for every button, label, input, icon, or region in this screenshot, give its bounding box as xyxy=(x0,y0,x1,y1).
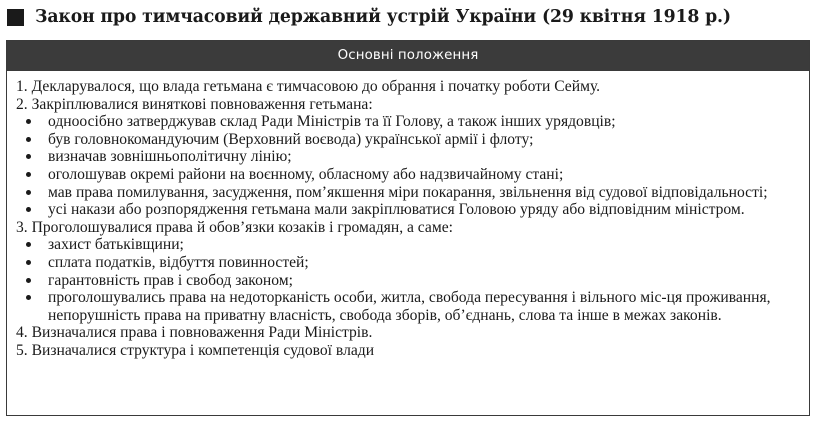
bullet-text: проголошувались права на недоторканість особи, житла, свобода пересування і вільного міс-ця проживання, непорушність права на приватну власність, свобода зборів, об’єднань, слова та інше в межах законів. xyxy=(48,289,771,324)
list-item xyxy=(16,219,801,237)
bullet-dot-icon xyxy=(26,154,31,159)
bullet-item xyxy=(16,113,801,131)
bullet-item xyxy=(16,166,801,184)
item-number: 1. xyxy=(16,78,28,95)
bullet-text: гарантовність прав і свобод законом; xyxy=(48,271,293,289)
bullet-text: був головнокомандуючим (Верховний воєвода) української армії і флоту; xyxy=(48,130,534,148)
bullet-item xyxy=(16,272,801,290)
bullet-text: визначав зовнішньополітичну лінію; xyxy=(48,148,292,166)
bullet-item xyxy=(16,184,801,202)
bullet-dot-icon xyxy=(26,119,31,124)
item-text: Визначалися структура і компетенція судової влади xyxy=(31,341,375,359)
table-header-label: Основні положення xyxy=(337,48,479,63)
bullet-dot-icon xyxy=(26,190,31,195)
bullet-list xyxy=(16,236,801,324)
bullet-item xyxy=(16,289,801,324)
bullet-text: оголошував окремі райони на воєнному, обласному або надзвичайному стані; xyxy=(48,165,564,183)
bullet-item xyxy=(16,254,801,272)
section-title: Закон про тимчасовий державний устрій України (29 квітня 1918 р.) xyxy=(35,7,731,27)
bullet-dot-icon xyxy=(26,137,31,142)
table-header xyxy=(7,41,809,71)
item-text: Закріплювалися виняткові повноваження гетьмана: xyxy=(31,95,373,113)
bullet-dot-icon xyxy=(26,278,31,283)
item-number: 2. xyxy=(16,95,28,113)
bullet-item xyxy=(16,148,801,166)
bullet-text: усі накази або розпорядження гетьмана мали закріплюватися Головою уряду або відповідним міністром. xyxy=(48,201,745,219)
item-text: Проголошувалися права й обов’язки козаків і громадян, а саме: xyxy=(31,218,453,236)
list-item xyxy=(16,342,801,360)
bullet-text: сплата податків, відбуття повинностей; xyxy=(48,253,309,271)
list-item xyxy=(16,96,801,114)
bullet-item xyxy=(16,201,801,219)
item-text: Визначалися права і повноваження Ради Міністрів. xyxy=(31,324,373,342)
bullet-text: одноосібно затверджував склад Ради Міністрів та її Голову, а також інших урядовців; xyxy=(48,113,616,131)
bullet-dot-icon xyxy=(26,295,31,300)
item-number: 5. xyxy=(16,341,28,359)
square-bullet-icon xyxy=(7,9,24,26)
bullet-dot-icon xyxy=(26,172,31,177)
list-item xyxy=(16,324,801,342)
table-body xyxy=(7,71,809,360)
item-text: Декларувалося, що влада гетьмана є тимчасовою до обрання і початку роботи Сейму. xyxy=(31,78,601,95)
bullet-item xyxy=(16,131,801,149)
bullet-item xyxy=(16,236,801,254)
item-number: 4. xyxy=(16,324,28,342)
bullet-dot-icon xyxy=(26,242,31,247)
list-item xyxy=(16,78,801,96)
section-heading xyxy=(7,4,731,30)
bullet-dot-icon xyxy=(26,260,31,265)
item-number: 3. xyxy=(16,218,28,236)
bullet-text: мав права помилування, засудження, пом’якшення міри покарання, звільнення від судової відповідальності; xyxy=(48,183,768,201)
bullet-text: захист батьківщини; xyxy=(48,236,184,254)
bullet-dot-icon xyxy=(26,207,31,212)
provisions-table xyxy=(6,40,810,416)
bullet-list xyxy=(16,113,801,219)
